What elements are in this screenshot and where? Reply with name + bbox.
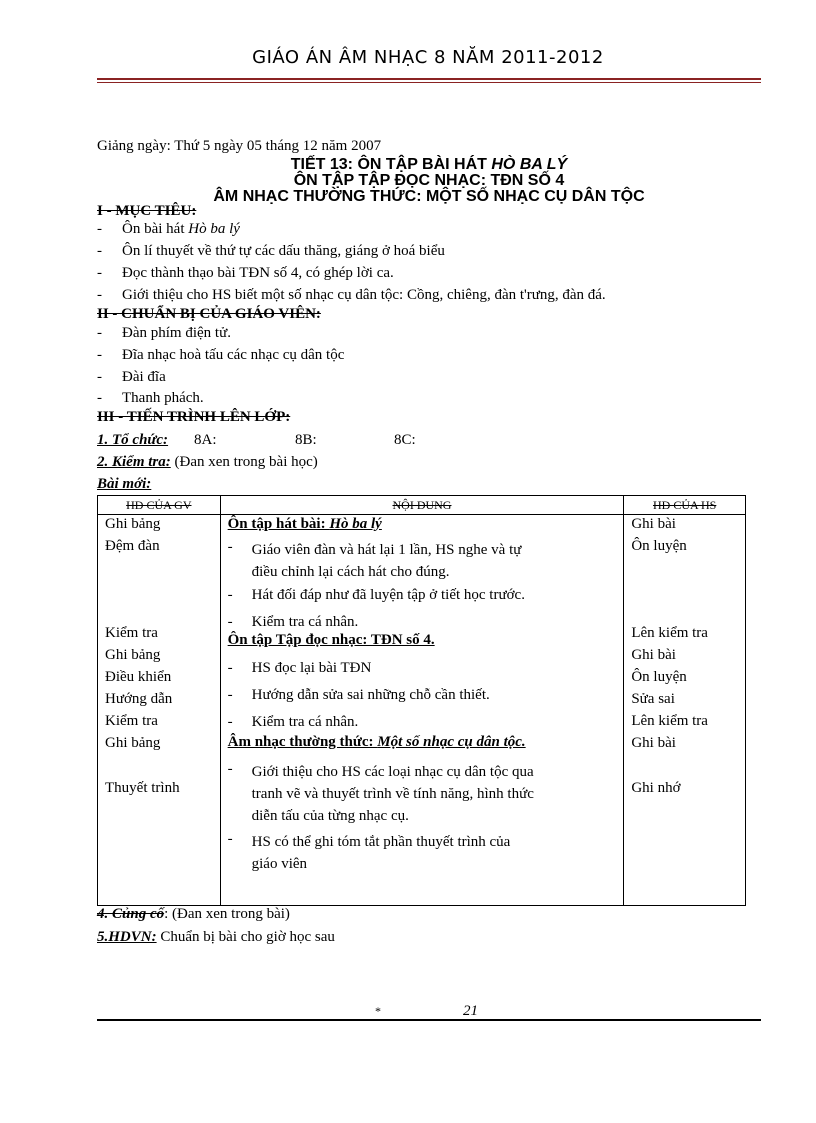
content-text: tranh vẽ và thuyết trình về tính năng, hình thức — [251, 786, 534, 802]
heading-text: Ôn tập hát bài: — [227, 516, 330, 532]
bullet-dash-icon: - — [227, 539, 233, 555]
content-heading-music — [228, 734, 526, 751]
lesson-title-song: HÒ BA LÝ — [491, 156, 568, 173]
homework-label: 5.HDVN: — [97, 929, 157, 945]
content-heading-song — [228, 516, 382, 533]
bullet-dash-icon: - — [227, 831, 233, 847]
gv-item: Kiểm tra — [105, 625, 158, 641]
bullet-dash-icon: - — [97, 369, 102, 385]
bullet-dash-icon: - — [227, 587, 233, 603]
teacher-activity-column — [98, 515, 220, 905]
preparation-text: Đài đĩa — [122, 369, 166, 385]
gv-item: Điều khiển — [105, 669, 172, 685]
bullet-dash-icon: - — [97, 243, 102, 259]
org-class-c: 8C: — [394, 432, 416, 448]
new-lesson-label: Bài mới: — [97, 476, 152, 492]
lesson-title-prefix: TIẾT 13: ÔN TẬP BÀI HÁT — [290, 156, 492, 173]
content-column — [221, 515, 624, 905]
content-text: Giáo viên đàn và hát lại 1 lần, HS nghe và tự — [251, 542, 522, 558]
hs-item: Ôn luyện — [631, 669, 687, 685]
gv-item: Đệm đàn — [105, 538, 160, 554]
consolidate-label: 4. Củng cố — [97, 906, 165, 922]
hs-item: Sửa sai — [631, 691, 675, 707]
homework-line — [97, 929, 335, 946]
lesson-title-line2: ÔN TẬP TẬP ĐỌC NHẠC: TĐN SỐ 4 — [293, 172, 565, 189]
header-student: HĐ CỦA HS — [624, 496, 746, 515]
footer-star-icon: * — [375, 1004, 381, 1018]
objective-text: Ôn bài hát — [122, 221, 189, 237]
header-rule-thin — [97, 82, 761, 83]
objective-song: Hò ba lý — [188, 221, 240, 237]
hs-item: Ôn luyện — [631, 538, 687, 554]
objective-text: Đọc thành thạo bài TĐN số 4, có ghép lời ca. — [122, 265, 394, 281]
bullet-dash-icon: - — [227, 687, 233, 703]
preparation-text: Thanh phách. — [122, 390, 204, 406]
section-process-title: III - TIẾN TRÌNH LÊN LỚP: — [97, 409, 291, 425]
objective-text: Ôn lí thuyết về thứ tự các dấu thăng, giáng ở hoá biểu — [122, 243, 445, 259]
gv-item: Kiểm tra — [105, 713, 158, 729]
heading-song: Hò ba lý — [329, 516, 382, 532]
bullet-dash-icon: - — [227, 614, 233, 630]
content-text: Giới thiệu cho HS các loại nhạc cụ dân tộc qua — [251, 764, 534, 780]
heading-topic: Một số nhạc cụ dân tộc. — [377, 734, 526, 750]
org-label: 1. Tổ chức: — [97, 432, 169, 448]
content-text: HS có thể ghi tóm tắt phần thuyết trình của — [251, 834, 511, 850]
bullet-dash-icon: - — [97, 287, 102, 303]
check-label: 2. Kiểm tra: — [97, 454, 171, 470]
content-item — [252, 761, 614, 827]
lesson-title-line1 — [97, 158, 761, 171]
section-preparation-title: II - CHUẨN BỊ CỦA GIÁO VIÊN: — [97, 306, 321, 322]
header-rule — [97, 78, 761, 80]
header-teacher: HĐ CỦA GV — [98, 496, 221, 515]
hs-item: Lên kiểm tra — [631, 625, 708, 641]
gv-item: Ghi bảng — [105, 647, 161, 663]
content-item: Hát đối đáp như đã luyện tập ở tiết học trước. — [251, 587, 525, 603]
content-text: diễn tấu của từng nhạc cụ. — [251, 808, 409, 824]
table-header-row — [98, 496, 746, 515]
consolidate-line — [97, 906, 290, 923]
page-header-title: GIÁO ÁN ÂM NHẠC 8 NĂM 2011-2012 — [252, 47, 604, 68]
heading-text: Âm nhạc thường thức: — [227, 734, 378, 750]
preparation-text: Đàn phím điện tử. — [122, 325, 231, 341]
hs-item: Ghi nhớ — [631, 780, 681, 796]
content-item: Kiểm tra cá nhân. — [251, 614, 359, 630]
content-text: điều chỉnh lại cách hát cho đúng. — [251, 564, 450, 580]
bullet-dash-icon: - — [97, 221, 102, 237]
content-item: Hướng dẫn sửa sai những chỗ cần thiết. — [251, 687, 490, 703]
preparation-text: Đĩa nhạc hoà tấu các nhạc cụ dân tộc — [122, 347, 345, 363]
content-text: giáo viên — [251, 856, 308, 872]
bullet-dash-icon: - — [227, 660, 233, 676]
section-objectives-title: I - MỤC TIÊU: — [97, 203, 197, 219]
page-number: 21 — [463, 1003, 478, 1019]
gv-item: Thuyết trình — [105, 780, 180, 796]
content-item: Kiểm tra cá nhân. — [251, 714, 359, 730]
gv-item: Ghi bảng — [105, 516, 161, 532]
org-class-b: 8B: — [295, 432, 317, 448]
gv-item: Hướng dẫn — [105, 691, 173, 707]
org-class-a: 8A: — [194, 432, 217, 448]
content-heading-reading: Ôn tập Tập đọc nhạc: TĐN số 4. — [227, 632, 435, 648]
bullet-dash-icon: - — [97, 347, 102, 363]
gv-item: Ghi bảng — [105, 735, 161, 751]
table-body-row — [98, 515, 746, 906]
footer-rule — [97, 1019, 761, 1021]
consolidate-text: : (Đan xen trong bài) — [164, 906, 290, 922]
header-content: NỘI DUNG — [220, 496, 624, 515]
content-item — [252, 831, 614, 875]
check-text: (Đan xen trong bài học) — [170, 454, 318, 470]
bullet-dash-icon: - — [97, 265, 102, 281]
bullet-dash-icon: - — [97, 390, 102, 406]
content-item — [252, 539, 614, 583]
homework-text: Chuẩn bị bài cho giờ học sau — [156, 929, 335, 945]
bullet-dash-icon: - — [97, 325, 102, 341]
hs-item: Ghi bài — [631, 735, 676, 751]
hs-item: Ghi bài — [631, 516, 676, 532]
date-line: Giảng ngày: Thứ 5 ngày 05 tháng 12 năm 2007 — [97, 138, 382, 154]
check-line — [97, 454, 318, 471]
lesson-title-line3: ÂM NHẠC THƯỜNG THỨC: MỘT SỐ NHẠC CỤ DÂN TỘC — [213, 188, 645, 205]
hs-item: Ghi bài — [631, 647, 676, 663]
student-activity-column — [624, 515, 745, 905]
bullet-dash-icon: - — [227, 714, 233, 730]
org-line — [97, 432, 416, 449]
bullet-dash-icon: - — [227, 761, 233, 777]
content-item: HS đọc lại bài TĐN — [251, 660, 372, 676]
lesson-activity-table — [97, 495, 746, 906]
objective-text: Giới thiệu cho HS biết một số nhạc cụ dân tộc: Cồng, chiêng, đàn t'rưng, đàn đá. — [122, 287, 606, 303]
hs-item: Lên kiểm tra — [631, 713, 708, 729]
